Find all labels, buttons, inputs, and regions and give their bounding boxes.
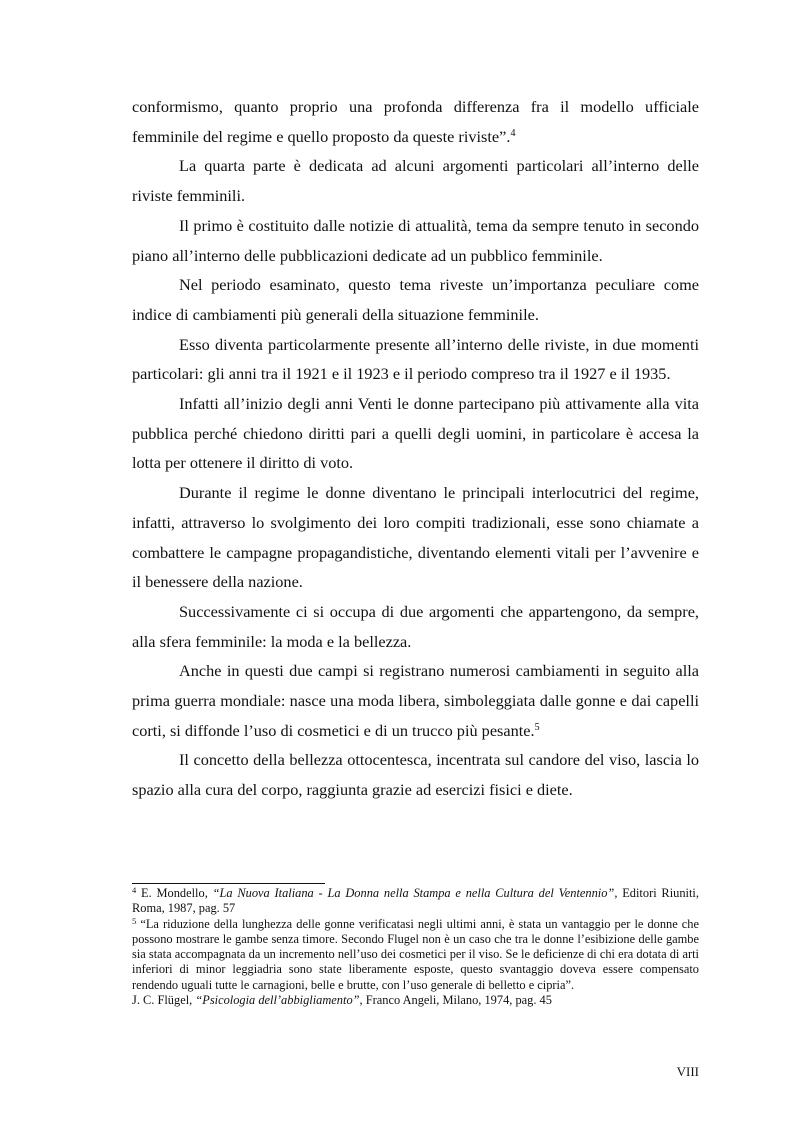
footnote-ref-4: 4 [510,127,516,139]
footnotes [132,886,699,1008]
footnote-5: $^5$ “La riduzione della lunghezza delle gonne verificatasi negli ultimi anni, è stata un vantaggio per le donne che possono mostrare le gambe senza timore. Secondo Flugel non è un caso che tra le donne l’esibizione delle gambe sia stata accompagnata da un incremento nell’uso dei cosmetici per il viso. Se le deficienze di chi era dotata di arti inferiori di minor leggiadria sono state liberamente esposte, questo svantaggio doveva essere compensato rendendo uguali tutte le carnagioni, belle e brutte, con l’uso generale di belletto e cipria”. [132,915,699,992]
paragraph-4: Nel periodo esaminato, questo tema riveste un’importanza peculiare come indice di cambiamenti più generali della situazione femminile. [132,275,699,324]
paragraph-7: Durante il regime le donne diventano le principali interlocutrici del regime, infatti, attraverso lo svolgimento dei loro compiti tradizionali, esse sono chiamate a combattere le campagne propagandistiche, diventando elementi vitali per l’avvenire e il benessere della nazione. [132,483,699,592]
footnote-5-citation: J. C. Flügel, “Psicologia dell’abbigliamento”, Franco Angeli, Milano, 1974, pag. 45 [132,993,552,1008]
paragraph-3: Il primo è costituito dalle notizie di attualità, tema da sempre tenuto in secondo piano all’interno delle pubblicazioni dedicate ad un pubblico femminile. [132,215,699,265]
paragraph-6: Infatti all’inizio degli anni Venti le donne partecipano più attivamente alla vita pubblica perché chiedono diritti pari a quelli degli uomini, in particolare è accesa la lotta per ottenere il diritto di voto. [132,394,699,473]
paragraph-1: conformismo, quanto proprio una profonda differenza fra il modello ufficiale femminile del regime e quello proposto da queste riviste”.$^4$ [132,97,699,146]
page-number: VIII [676,1064,699,1079]
paragraph-2: La quarta parte è dedicata ad alcuni argomenti particolari all’interno delle riviste femminili. [132,156,699,206]
footnote-separator [132,883,325,884]
body-text [132,92,699,805]
paragraph-5: Esso diventa particolarmente presente all’interno delle riviste, in due momenti particolari: gli anni tra il 1921 e il 1923 e il periodo compreso tra il 1927 e il 1935. [132,334,699,384]
footnote-4: $^4$ E. Mondello, “La Nuova Italiana - La Donna nella Stampa e nella Cultura del Ventennio”, Editori Riuniti, Roma, 1987, pag. 57 [132,885,699,916]
paragraph-8: Successivamente ci si occupa di due argomenti che appartengono, da sempre, alla sfera femminile: la moda e la bellezza. [132,601,699,651]
footnote-ref-5: 5 [534,721,540,733]
paragraph-9: Anche in questi due campi si registrano numerosi cambiamenti in seguito alla prima guerra mondiale: nasce una moda libera, simboleggiata dalle gonne e dai capelli corti, si diffonde l’uso di cosmetici e di un trucco più pesante.$^5$ [132,661,699,740]
paragraph-10: Il concetto della bellezza ottocentesca, incentrata sul candore del viso, lascia lo spazio alla cura del corpo, raggiunta grazie ad esercizi fisici e diete. [132,750,699,800]
